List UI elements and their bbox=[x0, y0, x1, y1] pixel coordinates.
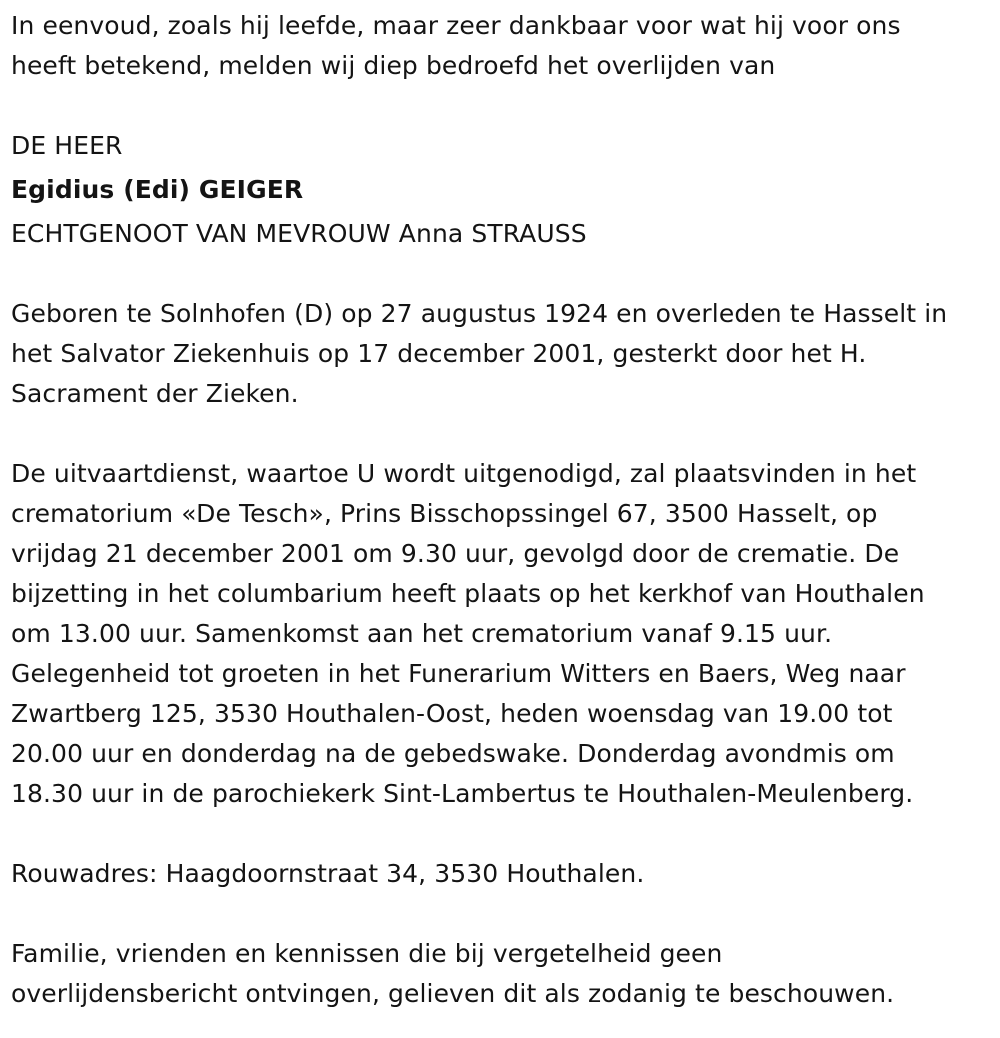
ceremony-line: vrijdag 21 december 2001 om 9.30 uur, gevolgd door de crematie. De bbox=[11, 539, 900, 568]
ceremony-line: om 13.00 uur. Samenkomst aan het crematorium vanaf 9.15 uur. bbox=[11, 619, 833, 648]
ceremony-line: crematorium «De Tesch», Prins Bisschopssingel 67, 3500 Hasselt, op bbox=[11, 499, 878, 528]
obituary-notice bbox=[11, 6, 995, 1014]
paragraph-spacer bbox=[11, 86, 995, 126]
ceremony-line: bijzetting in het columbarium heeft plaats op het kerkhof van Houthalen bbox=[11, 579, 925, 608]
paragraph-spacer bbox=[11, 414, 995, 454]
closing-line: Familie, vrienden en kennissen die bij vergetelheid geen bbox=[11, 939, 723, 968]
ceremony-line: 20.00 uur en donderdag na de gebedswake. Donderdag avondmis om bbox=[11, 739, 895, 768]
paragraph-spacer bbox=[11, 254, 995, 294]
birth-death-line: Geboren te Solnhofen (D) op 27 augustus 1924 en overleden te Hasselt in bbox=[11, 299, 948, 328]
birth-death-paragraph bbox=[11, 294, 995, 414]
intro-line: heeft betekend, melden wij diep bedroefd het overlijden van bbox=[11, 51, 776, 80]
ceremony-line: Gelegenheid tot groeten in het Funerarium Witters en Baers, Weg naar bbox=[11, 659, 906, 688]
spouse-line: ECHTGENOOT VAN MEVROUW Anna STRAUSS bbox=[11, 219, 587, 248]
intro-paragraph bbox=[11, 6, 995, 86]
ceremony-paragraph bbox=[11, 454, 995, 814]
paragraph-spacer bbox=[11, 814, 995, 854]
deceased-name: Egidius (Edi) GEIGER bbox=[11, 175, 304, 204]
birth-death-line: het Salvator Ziekenhuis op 17 december 2001, gesterkt door het H. bbox=[11, 339, 867, 368]
salutation: DE HEER bbox=[11, 131, 123, 160]
ceremony-line: Zwartberg 125, 3530 Houthalen-Oost, heden woensdag van 19.00 tot bbox=[11, 699, 893, 728]
ceremony-line: De uitvaartdienst, waartoe U wordt uitgenodigd, zal plaatsvinden in het bbox=[11, 459, 917, 488]
paragraph-spacer bbox=[11, 894, 995, 934]
closing-paragraph bbox=[11, 934, 995, 1014]
ceremony-line: 18.30 uur in de parochiekerk Sint-Lambertus te Houthalen-Meulenberg. bbox=[11, 779, 914, 808]
intro-line: In eenvoud, zoals hij leefde, maar zeer dankbaar voor wat hij voor ons bbox=[11, 11, 901, 40]
closing-line: overlijdensbericht ontvingen, gelieven dit als zodanig te beschouwen. bbox=[11, 979, 895, 1008]
mourning-address: Rouwadres: Haagdoornstraat 34, 3530 Houthalen. bbox=[11, 859, 645, 888]
birth-death-line: Sacrament der Zieken. bbox=[11, 379, 299, 408]
